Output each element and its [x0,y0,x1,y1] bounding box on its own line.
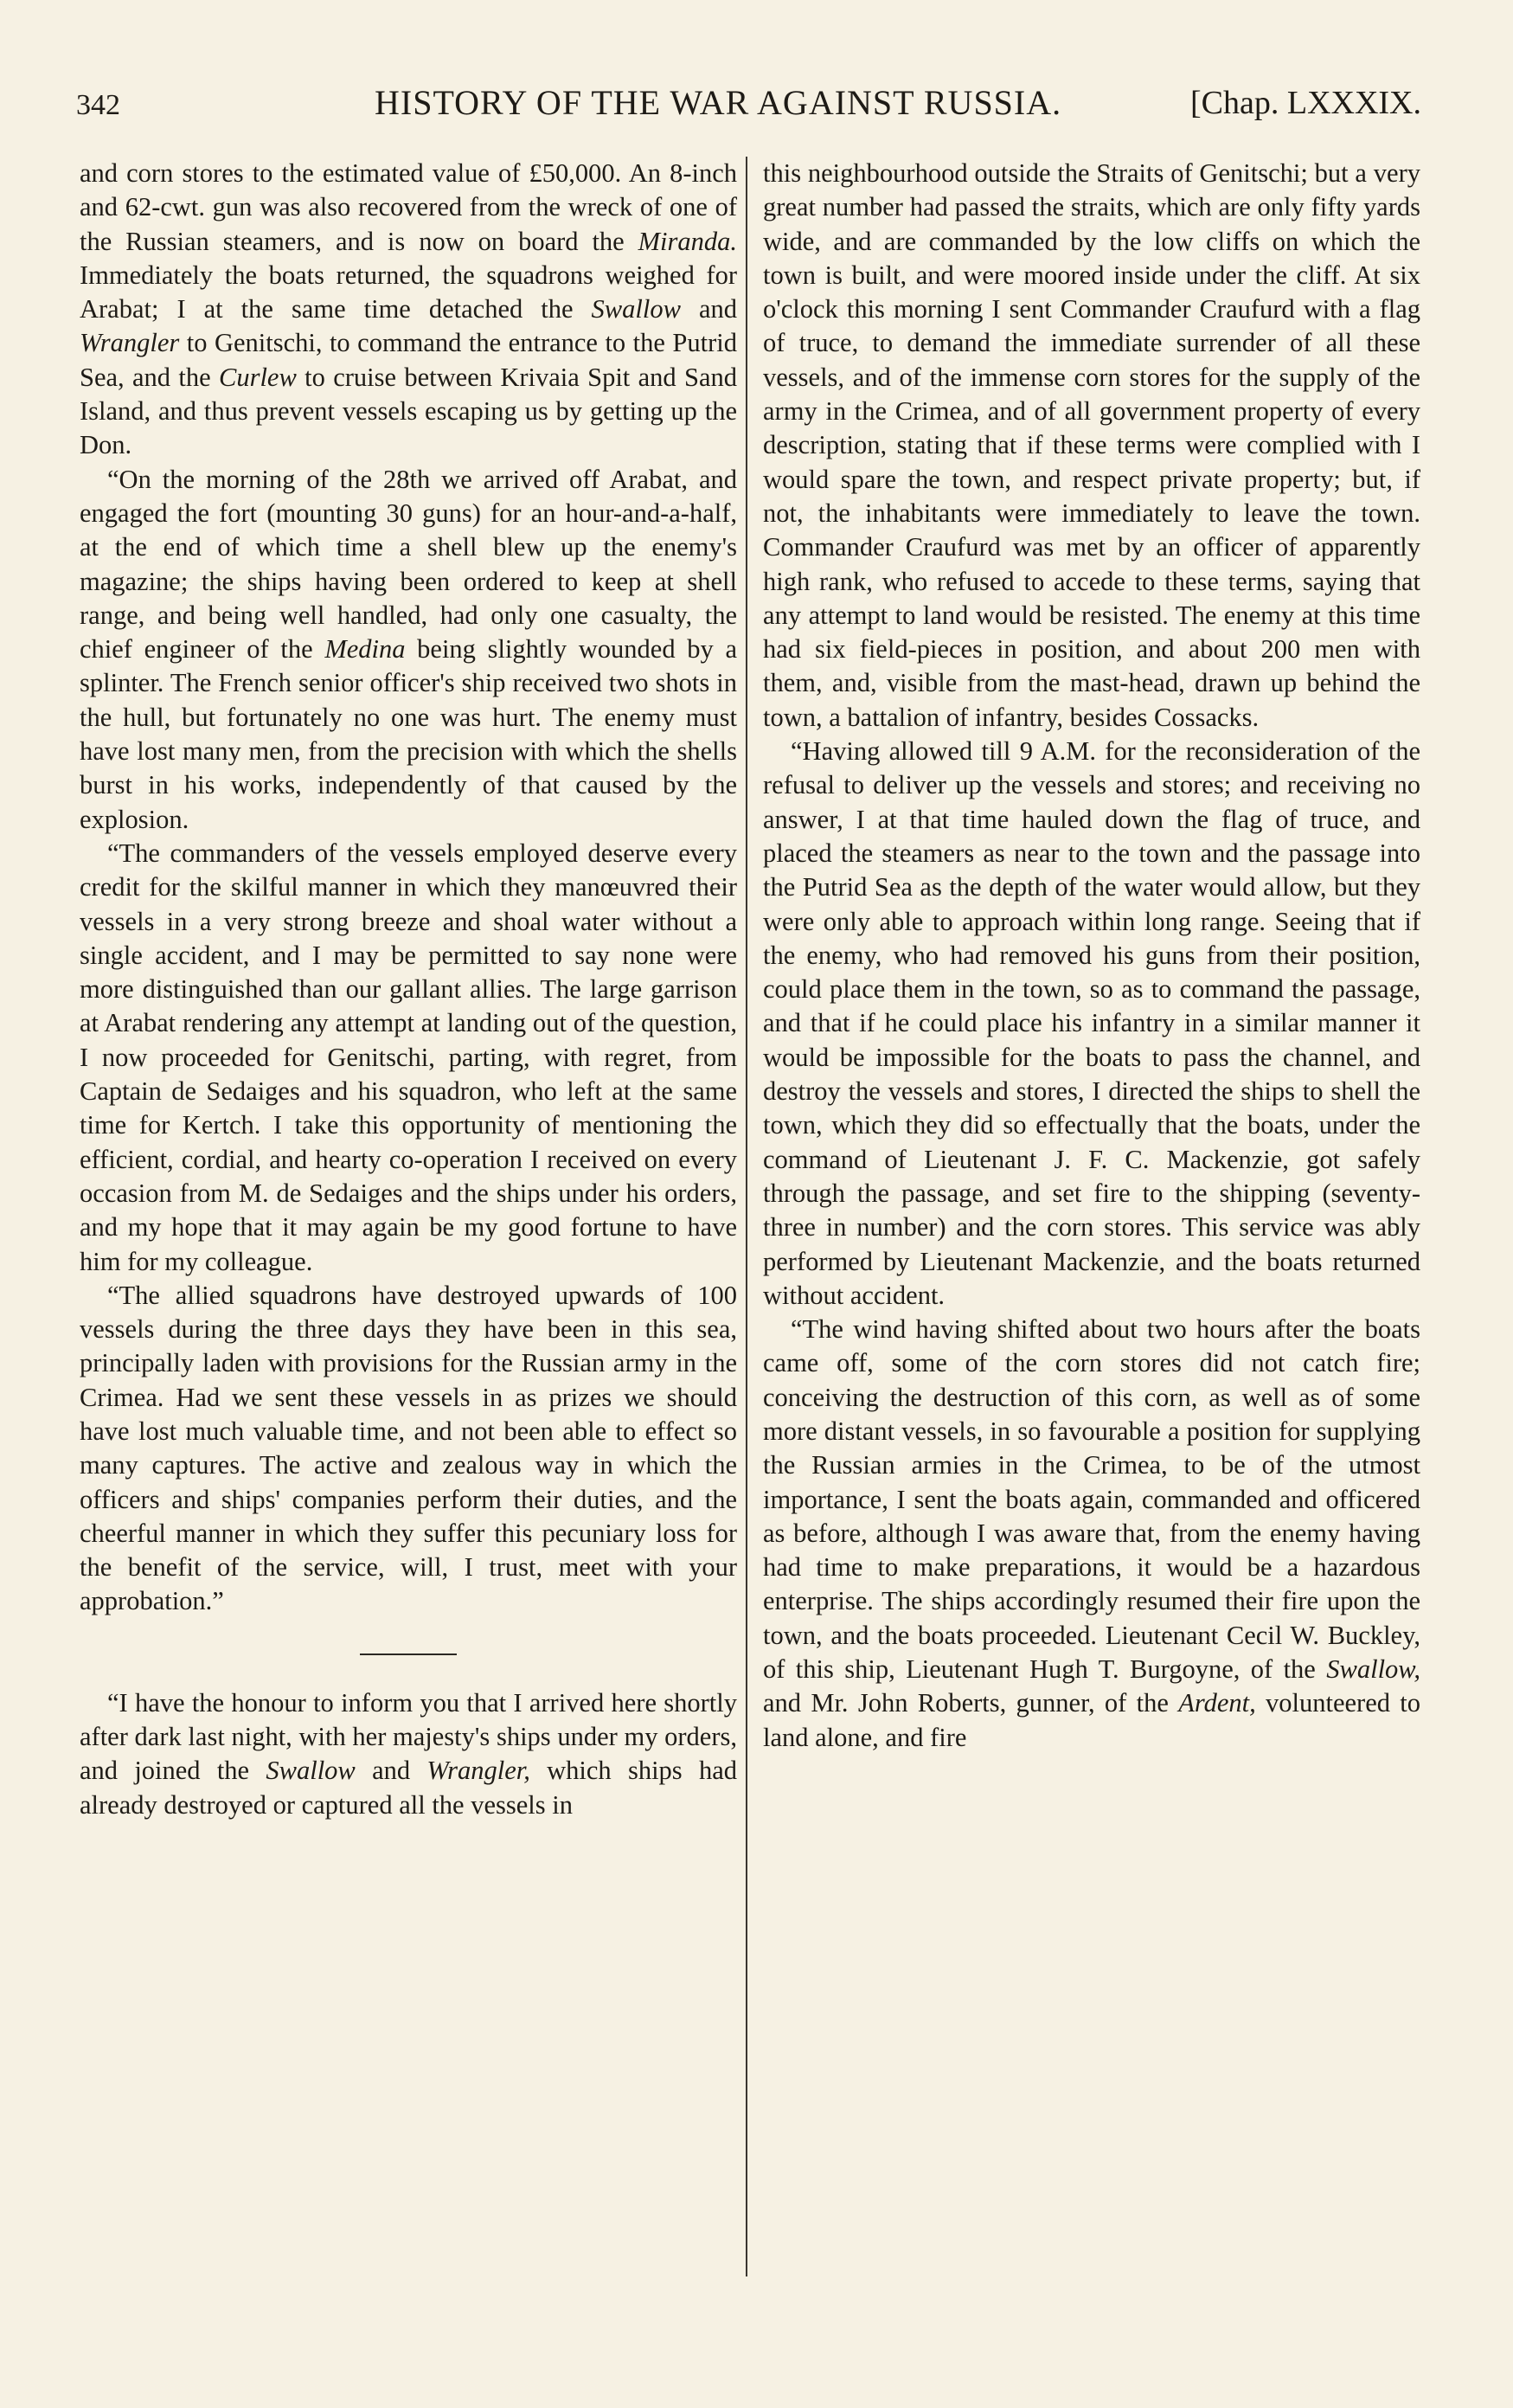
text-run: being slightly wounded by a splinter. The French senior officer's ship received two shots in the hull, but fortunately no one was hurt. The enemy must have lost many men, from the precision with which the shells burst in his works, independently of that caused by the explosion. [80,634,737,834]
paragraph [763,1313,1420,1755]
italic-ship-name: Miranda. [638,226,737,256]
page-number: 342 [76,89,120,121]
text-run: and [355,1756,427,1786]
italic-ship-name: Swallow [591,294,681,324]
paragraph [763,735,1420,1313]
italic-ship-name: Wrangler [80,328,180,358]
right-column [763,157,1420,1755]
paragraph [80,157,737,463]
italic-ship-name: Wrangler, [426,1756,530,1786]
left-column [80,157,737,1822]
text-run: volunteered to land alone, and fire [763,1688,1420,1752]
italic-ship-name: Swallow, [1326,1654,1420,1685]
text-run: which ships had already destroyed or captured all the vessels in [80,1756,737,1820]
text-run: Immediately the boats returned, the squadrons weighed for Arabat; I at the same time detached the [80,260,737,324]
column-divider [746,157,747,2276]
italic-ship-name: Medina [324,634,406,665]
text-run: “The wind having shifted about two hours after the boats came off, some of the corn stores did not catch fire; conceiving the destruction of this corn, as well as of some more distant vessels, in so favourable a position for supplying the Russian armies in the Crimea, to be of the utmost importance, I sent the boats again, commanded and officered as before, although I was aware that, from the enemy having had time to make preparations, it would be a hazardous enterprise. The ships accordingly resumed their fire upon the town, and the boats proceeded. Lieutenant Cecil W. Buckley, of this ship, Lieutenant Hugh T. Burgoyne, of the [763,1314,1420,1685]
running-title: HISTORY OF THE WAR AGAINST RUSSIA. [375,83,1062,122]
section-separator [360,1653,457,1655]
paragraph [80,1686,737,1822]
text-run: this neighbourhood outside the Straits of Genitschi; but a very great number had passed the straits, which are only fifty yards wide, and are commanded by the low cliffs on which the town is built, and were moored inside under the cliff. At six o'clock this morning I sent Commander Craufurd with a flag of truce, to demand the immediate surrender of all these vessels, and of the immense corn stores for the supply of the army in the Crimea, and of all government property of every description, stating that if these terms were complied with I would spare the town, and respect private property; but, if not, the inhabitants were immediately to leave the town. Commander Craufurd was met by an officer of apparently high rank, who refused to accede to these terms, saying that any attempt to land would be resisted. The enemy at this time had six field-pieces in position, and about 200 men with them, and, visible from the mast-head, drawn up behind the town, a battalion of infantry, besides Cossacks. [763,158,1420,732]
text-run: to Genitschi, to command the entrance to the Putrid Sea, and the [80,328,737,392]
text-run: to cruise between Krivaia Spit and Sand Island, and thus prevent vessels escaping us by getting up the Don. [80,362,737,460]
text-run: “Having allowed till 9 A.M. for the reconsideration of the refusal to deliver up the vessels and stores; and receiving no answer, I at that time hauled down the flag of truce, and placed the steamers as near to the town and the passage into the Putrid Sea as the depth of the water would allow, but they were only able to approach within long range. Seeing that if the enemy, who had removed his guns from their position, could place them in the town, so as to command the passage, and that if he could place his infantry in a similar manner it would be impossible for the boats to pass the channel, and destroy the vessels and stores, I directed the ships to shell the town, which they did so effectually that the boats, under the command of Lieutenant J. F. C. Mackenzie, got safely through the passage, and set fire to the shipping (seventy-three in number) and the corn stores. This service was ably performed by Lieutenant Mackenzie, and the boats returned without accident. [763,736,1420,1310]
paragraph [80,837,737,1279]
paragraph [80,463,737,837]
text-run: “The commanders of the vessels employed deserve every credit for the skilful manner in which they manœuvred their vessels in a very strong breeze and shoal water without a single accident, and I may be permitted to say none were more distinguished than our gallant allies. The large garrison at Arabat rendering any attempt at landing out of the question, I now proceeded for Genitschi, parting, with regret, from Captain de Sedaiges and his squadron, who left at the same time for Kertch. I take this opportunity of mentioning the efficient, cordial, and hearty co-operation I received on every occasion from M. de Sedaiges and the ships under his orders, and my hope that it may again be my good fortune to have him for my colleague. [80,838,737,1276]
text-run: and corn stores to the estimated value of £50,000. An 8-inch and 62-cwt. gun was also recovered from the wreck of one of the Russian steamers, and is now on board the [80,158,737,256]
page-header [76,82,1421,134]
chapter-reference: [Chap. LXXXIX. [1189,85,1421,121]
paragraph [80,1279,737,1619]
text-run: and [680,294,737,324]
italic-ship-name: Swallow [266,1756,356,1786]
text-run: “I have the honour to inform you that I arrived here shortly after dark last night, with her majesty's ships under my orders, and joined the [80,1687,737,1786]
paragraph [763,157,1420,735]
italic-ship-name: Curlew [218,362,297,392]
italic-ship-name: Ardent, [1178,1688,1256,1718]
text-run: “The allied squadrons have destroyed upwards of 100 vessels during the three days they have been in this sea, principally laden with provisions for the Russian army in the Crimea. Had we sent these vessels in as prizes we should have lost much valuable time, and not been able to effect so many captures. The active and zealous way in which the officers and ships' companies perform their duties, and the cheerful manner in which they suffer this pecuniary loss for the benefit of the service, will, I trust, meet with your approbation.” [80,1280,737,1616]
text-run: and Mr. John Roberts, gunner, of the [763,1688,1179,1718]
text-run: “On the morning of the 28th we arrived off Arabat, and engaged the fort (mounting 30 guns) for an hour-and-a-half, at the end of which time a shell blew up the enemy's magazine; the ships having been ordered to keep at shell range, and being well handled, had only one casualty, the chief engineer of the [80,464,737,665]
